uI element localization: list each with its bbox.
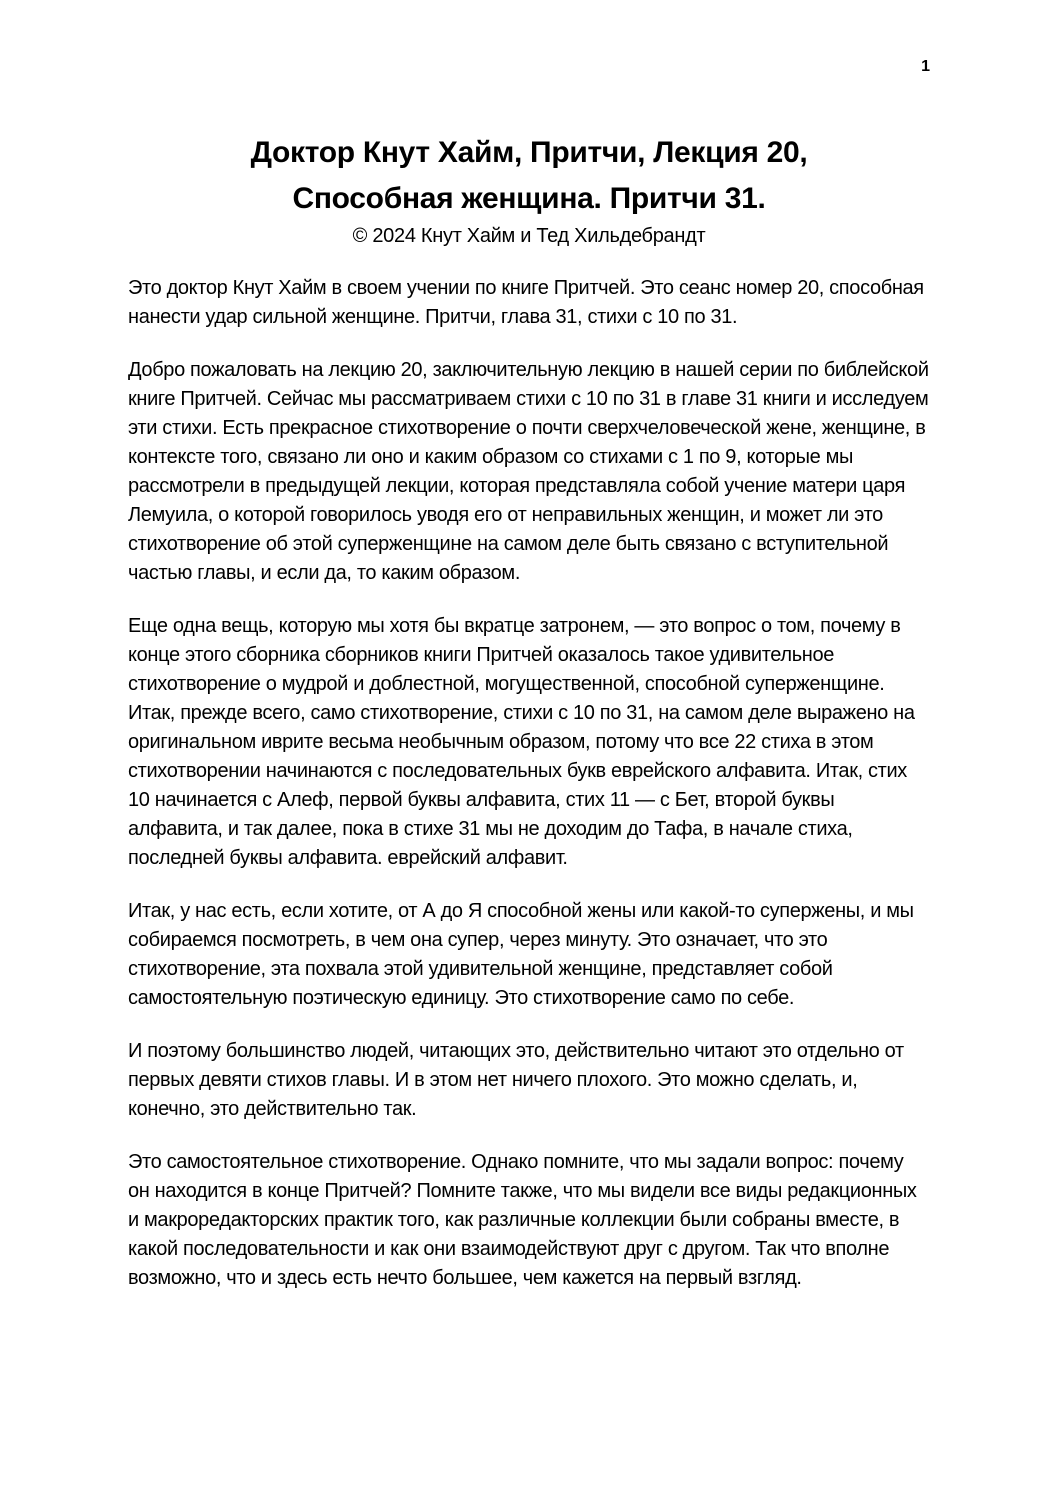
title-line-2: Способная женщина. Притчи 31. [292, 182, 766, 215]
paragraph-welcome: Добро пожаловать на лекцию 20, заключительную лекцию в нашей серии по библейской книге Притчей. Сейчас мы рассматриваем стихи с 10 по 31 в главе 31 книги и исследуем эти стихи. Есть прекрасное стихотворение о почти сверхчеловеческой жене, женщине, в контексте того, связано ли оно и каким образом со стихами с 1 по 9, которые мы рассмотрели в предыдущей лекции, которая представляла собой учение матери царя Лемуила, о которой говорилось уводя его от неправильных женщин, и может ли это стихотворение об этой суперженщине на самом деле быть связано с вступительной частью главы, и если да, то каким образом. [128, 359, 929, 584]
paragraph-standalone-reading: И поэтому большинство людей, читающих это, действительно читают это отдельно от первых девяти стихов главы. И в этом нет ничего плохого. Это можно сделать, и, конечно, это действительно так. [128, 1040, 904, 1120]
copyright-byline: © 2024 Кнут Хайм и Тед Хильдебрандт [352, 225, 706, 247]
paragraph-a-to-z: Итак, у нас есть, если хотите, от А до Я способной жены или какой-то супержены, и мы собираемся посмотреть, в чем она супер, через минуту. Это означает, что это стихотворение, эта похвала этой удивительной женщине, представляет собой самостоятельную поэтическую единицу. Это стихотворение само по себе. [128, 900, 914, 1009]
page-number: 1 [921, 58, 930, 75]
paragraph-editorial-question: Это самостоятельное стихотворение. Однако помните, что мы задали вопрос: почему он находится в конце Притчей? Помните также, что мы видели все виды редакционных и макроредакторских практик того, как различные коллекции были собраны вместе, в какой последовательности и как они взаимодействуют друг с другом. Так что вполне возможно, что и здесь есть нечто большее, чем кажется на первый взгляд. [128, 1151, 917, 1289]
document-title [128, 130, 930, 222]
paragraph-intro: Это доктор Кнут Хайм в своем учении по книге Притчей. Это сеанс номер 20, способная нанести удар сильной женщине. Притчи, глава 31, стихи с 10 по 31. [128, 277, 924, 328]
document-content [128, 130, 930, 1293]
title-line-1: Доктор Кнут Хайм, Притчи, Лекция 20, [250, 136, 808, 169]
paragraph-acrostic: Еще одна вещь, которую мы хотя бы вкратце затронем, — это вопрос о том, почему в конце этого сборника сборников книги Притчей оказалось такое удивительное стихотворение о мудрой и доблестной, могущественной, способной суперженщине. Итак, прежде всего, само стихотворение, стихи с 10 по 31, на самом деле выражено на оригинальном иврите весьма необычным образом, потому что все 22 стиха в этом стихотворении начинаются с последовательных букв еврейского алфавита. Итак, стих 10 начинается с Алеф, первой буквы алфавита, стих 11 — с Бет, второй буквы алфавита, и так далее, пока в стихе 31 мы не доходим до Тафа, в начале стиха, последней буквы алфавита. еврейский алфавит. [128, 615, 915, 869]
